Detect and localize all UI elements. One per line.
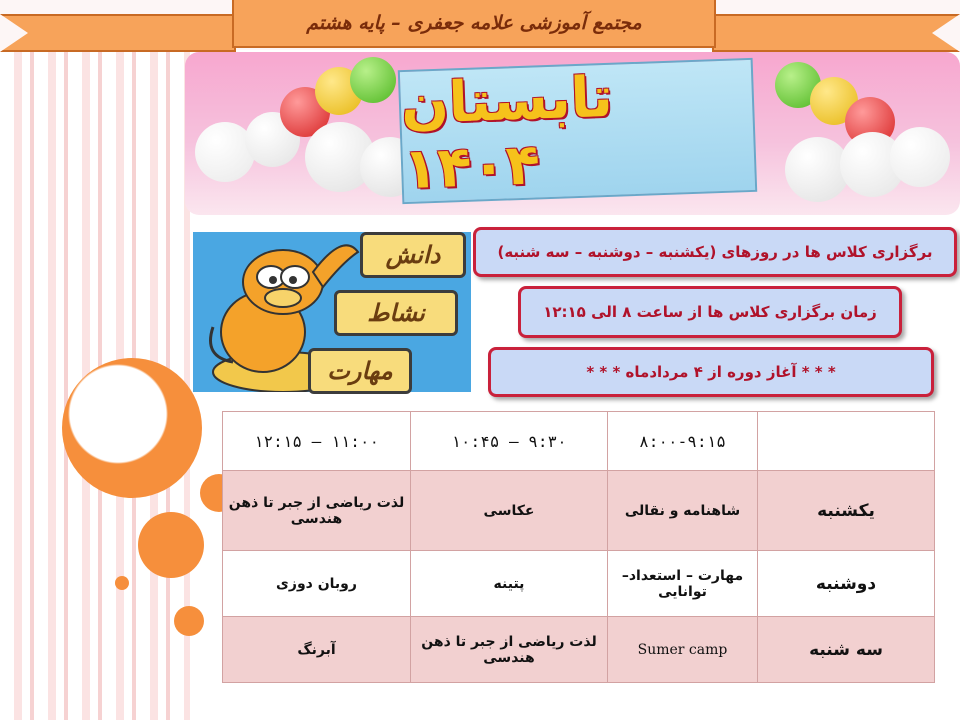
header-cell [758,412,935,471]
tag-skill: مهارت [308,348,412,394]
decorative-dot [174,606,204,636]
header-ribbon [232,0,716,48]
day-cell: یکشنبه [758,471,935,551]
schedule-table [222,411,935,683]
tag-vitality: نشاط [334,290,458,336]
tag-knowledge: دانش [360,232,466,278]
ribbon-right-tail [712,14,960,52]
season-title-box [398,58,757,204]
balloon-icon [350,57,396,103]
table-header-row [223,412,935,471]
decorative-dot [115,576,129,590]
table-cell: Sumer camp [608,617,758,683]
table-row [223,471,935,551]
table-cell: لذت ریاضی از جبر تا ذهن هندسی [411,617,608,683]
table-cell: آبرنگ [223,617,411,683]
decorative-ring [62,358,202,498]
ribbon-left-tail [0,14,236,52]
striped-background [0,0,190,720]
season-title: تابستان ۱۴۰۴ [399,64,614,203]
class-time-info: زمان برگزاری کلاس ها از ساعت ۸ الی ۱۲:۱۵ [518,286,902,338]
table-cell: شاهنامه و نقالی [608,471,758,551]
header-cell: ۸:۰۰-۹:۱۵ [608,412,758,471]
header-cell: ۹:۳۰ – ۱۰:۴۵ [411,412,608,471]
table-cell: لذت ریاضی از جبر تا ذهن هندسی [223,471,411,551]
class-days-info: برگزاری کلاس ها در روزهای (یکشنبه – دوشنبه – سه شنبه) [473,227,957,277]
table-row [223,551,935,617]
table-cell: پتینه [411,551,608,617]
table-cell: مهارت – استعداد– توانایی [608,551,758,617]
header-title: مجتمع آموزشی علامه جعفری – پایه هشتم [306,12,642,34]
balloon-icon [890,127,950,187]
decorative-dot [138,512,204,578]
course-start-info: * * * آغاز دوره از ۴ مردادماه * * * [488,347,934,397]
table-cell: عکاسی [411,471,608,551]
table-row [223,617,935,683]
table-cell: روبان دوزی [223,551,411,617]
day-cell: سه شنبه [758,617,935,683]
day-cell: دوشنبه [758,551,935,617]
header-cell: ۱۱:۰۰ – ۱۲:۱۵ [223,412,411,471]
